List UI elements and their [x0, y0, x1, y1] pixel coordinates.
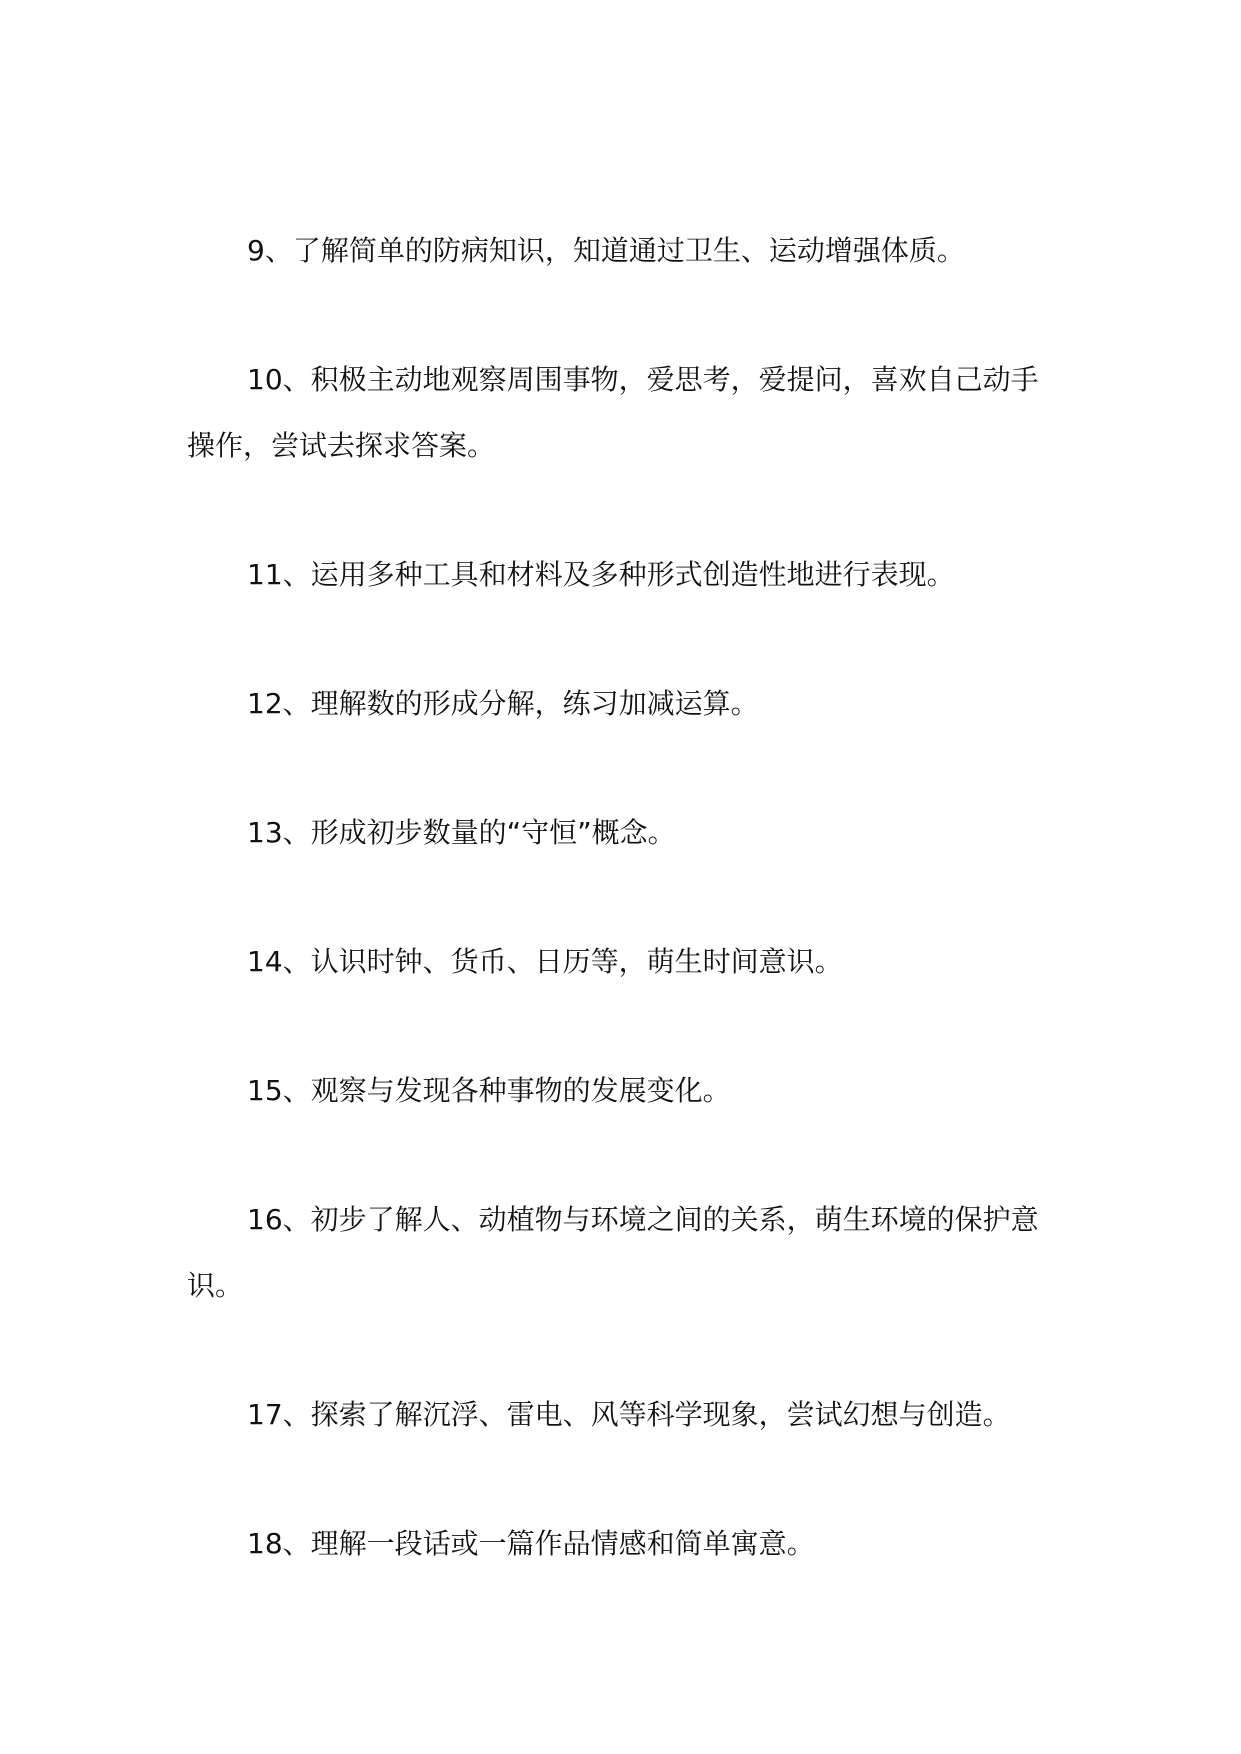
list-item-15: 15、观察与发现各种事物的发展变化。: [247, 1074, 731, 1107]
list-item-14: 14、认识时钟、货币、日历等，萌生时间意识。: [247, 945, 843, 978]
list-item-12: 12、理解数的形成分解，练习加减运算。: [247, 687, 759, 720]
list-item-11: 11、运用多种工具和材料及多种形式创造性地进行表现。: [247, 558, 955, 591]
list-item-16: 16、初步了解人、动植物与环境之间的关系，萌生环境的保护意识。: [187, 1203, 1039, 1302]
list-item-18: 18、理解一段话或一篇作品情感和简单寓意。: [247, 1527, 815, 1560]
list-item-9: 9、了解简单的防病知识，知道通过卫生、运动增强体质。: [247, 234, 965, 267]
list-item-17: 17、探索了解沉浮、雷电、风等科学现象，尝试幻想与创造。: [247, 1398, 1011, 1431]
list-item-13: 13、形成初步数量的“守恒”概念。: [247, 816, 676, 849]
list-item-10: 10、积极主动地观察周围事物，爱思考，爱提问，喜欢自己动手操作，尝试去探求答案。: [187, 363, 1039, 462]
